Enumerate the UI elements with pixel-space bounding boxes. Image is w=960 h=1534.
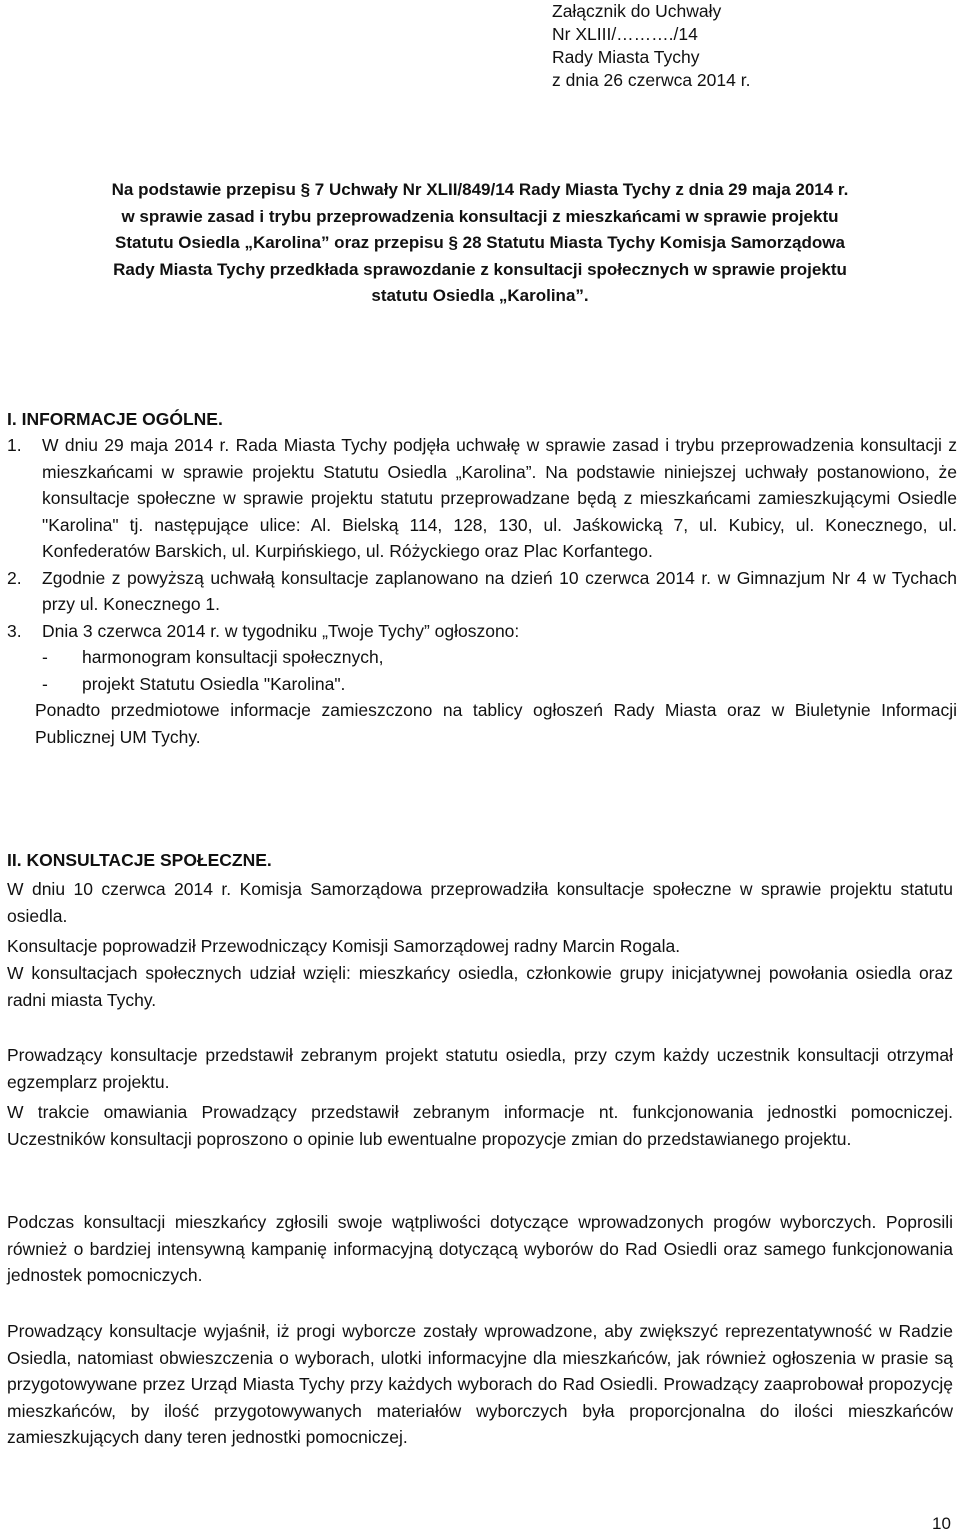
intro-line-4: Rady Miasta Tychy przedkłada sprawozdanie z konsultacji społecznych w sprawie projektu <box>113 259 847 279</box>
intro-line-5: statutu Osiedla „Karolina”. <box>371 286 589 305</box>
bullet-dash: - <box>42 673 48 694</box>
bullet-item <box>7 644 957 671</box>
intro-line-2: w sprawie zasad i trybu przeprowadzenia konsultacji z mieszkańcami w sprawie projektu <box>121 206 839 226</box>
section-1-closing: Ponadto przedmiotowe informacje zamieszczono na tablicy ogłoszeń Rady Miasta oraz w Biuletynie Informacji Publicznej UM Tychy. <box>35 700 957 747</box>
item-number: 2. <box>7 567 22 588</box>
bullet-text: harmonogram konsultacji społecznych, <box>82 647 384 667</box>
bullet-text: projekt Statutu Osiedla "Karolina". <box>82 673 346 694</box>
paragraph-2: Konsultacje poprowadził Przewodniczący Komisji Samorządowej radny Marcin Rogala. <box>7 936 681 956</box>
paragraph-1: W dniu 10 czerwca 2014 r. Komisja Samorządowa przeprowadziła konsultacje społeczne w sprawie projektu statutu osiedla. <box>7 879 953 926</box>
paragraph-3: W konsultacjach społecznych udział wzięli: mieszkańcy osiedla, członkowie grupy inicjatywnej powołania osiedla oraz radni miasta Tychy. <box>7 963 953 1010</box>
header-line-2: Nr XLIII/………./14 <box>552 24 698 44</box>
section-2-title: II. KONSULTACJE SPOŁECZNE. <box>7 850 272 870</box>
intro-paragraph <box>0 177 960 310</box>
item-text: Dnia 3 czerwca 2014 r. w tygodniku „Twoje Tychy” ogłoszono: <box>42 620 520 641</box>
intro-line-1: Na podstawie przepisu § 7 Uchwały Nr XLII/849/14 Rady Miasta Tychy z dnia 29 maja 2014 r. <box>111 180 849 199</box>
item-number: 1. <box>7 435 22 455</box>
section-1-list <box>7 432 957 750</box>
attachment-header <box>552 0 750 92</box>
intro-line-3: Statutu Osiedla „Karolina” oraz przepisu § 28 Statutu Miasta Tychy Komisja Samorządowa <box>115 233 845 252</box>
bullet-item <box>7 671 957 698</box>
item-number: 3. <box>7 620 22 641</box>
item-text: W dniu 29 maja 2014 r. Rada Miasta Tychy podjęła uchwałę w sprawie zasad i trybu przeprowadzenia konsultacji z mieszkańcami w sprawie projektu Statutu Osiedla „Karolina”. Na podstawie niniejszej uchwały postanowiono, że konsultacje społeczne w sprawie projektu statutu przeprowadzane będą z mieszkańcami zamieszkującymi Osiedle "Karolina" tj. następujące ulice: Al. Bielską 114, 128, 130, ul. Jaśkowicką 7, ul. Kubicy, ul. Konecznego, ul. Konfederatów Barskich, ul. Kurpińskiego, ul. Różyckiego oraz Plac Korfantego. <box>42 435 957 561</box>
page-number: 10 <box>932 1514 951 1533</box>
paragraph-6: Podczas konsultacji mieszkańcy zgłosili swoje wątpliwości dotyczące wprowadzonych progów wyborczych. Poprosili również o bardziej intensywną kampanię informacyjną dotyczącą wyborów do Rad Osiedli oraz samego funkcjonowania jednostek pomocniczych. <box>7 1212 953 1285</box>
header-line-1: Załącznik do Uchwały <box>552 1 722 21</box>
bullet-dash: - <box>42 647 48 667</box>
section-1-title: I. INFORMACJE OGÓLNE. <box>7 409 223 429</box>
list-item-2 <box>7 565 957 618</box>
paragraph-7: Prowadzący konsultacje wyjaśnił, iż progi wyborcze zostały wprowadzone, aby zwiększyć reprezentatywność w Radzie Osiedla, natomiast obwieszczenia o wyborach, ulotki informacyjne dla mieszkańców, jak również ogłoszenia w prasie są przygotowywane przez Urząd Miasta Tychy przy każdych wyborach do Rad Osiedli. Prowadzący zaaprobował propozycję mieszkańców, by ilość przygotowywanych materiałów wyborczych była proporcjonalna do ilości mieszkańców zamieszkujących dany teren jednostki pomocniczej. <box>7 1321 953 1447</box>
paragraph-4: Prowadzący konsultacje przedstawił zebranym projekt statutu osiedla, przy czym każdy uczestnik konsultacji otrzymał egzemplarz projektu. <box>7 1045 953 1092</box>
header-line-3: Rady Miasta Tychy <box>552 47 700 67</box>
list-item-3 <box>7 618 957 645</box>
paragraph-5: W trakcie omawiania Prowadzący przedstawił zebranym informacje nt. funkcjonowania jednostki pomocniczej. Uczestników konsultacji poproszono o opinie lub ewentualne propozycje zmian do przedstawianego projektu. <box>7 1102 953 1149</box>
list-item-1 <box>7 432 957 565</box>
item-text: Zgodnie z powyższą uchwałą konsultacje zaplanowano na dzień 10 czerwca 2014 r. w Gimnazjum Nr 4 w Tychach przy ul. Konecznego 1. <box>42 567 957 614</box>
header-line-4: z dnia 26 czerwca 2014 r. <box>552 70 751 90</box>
